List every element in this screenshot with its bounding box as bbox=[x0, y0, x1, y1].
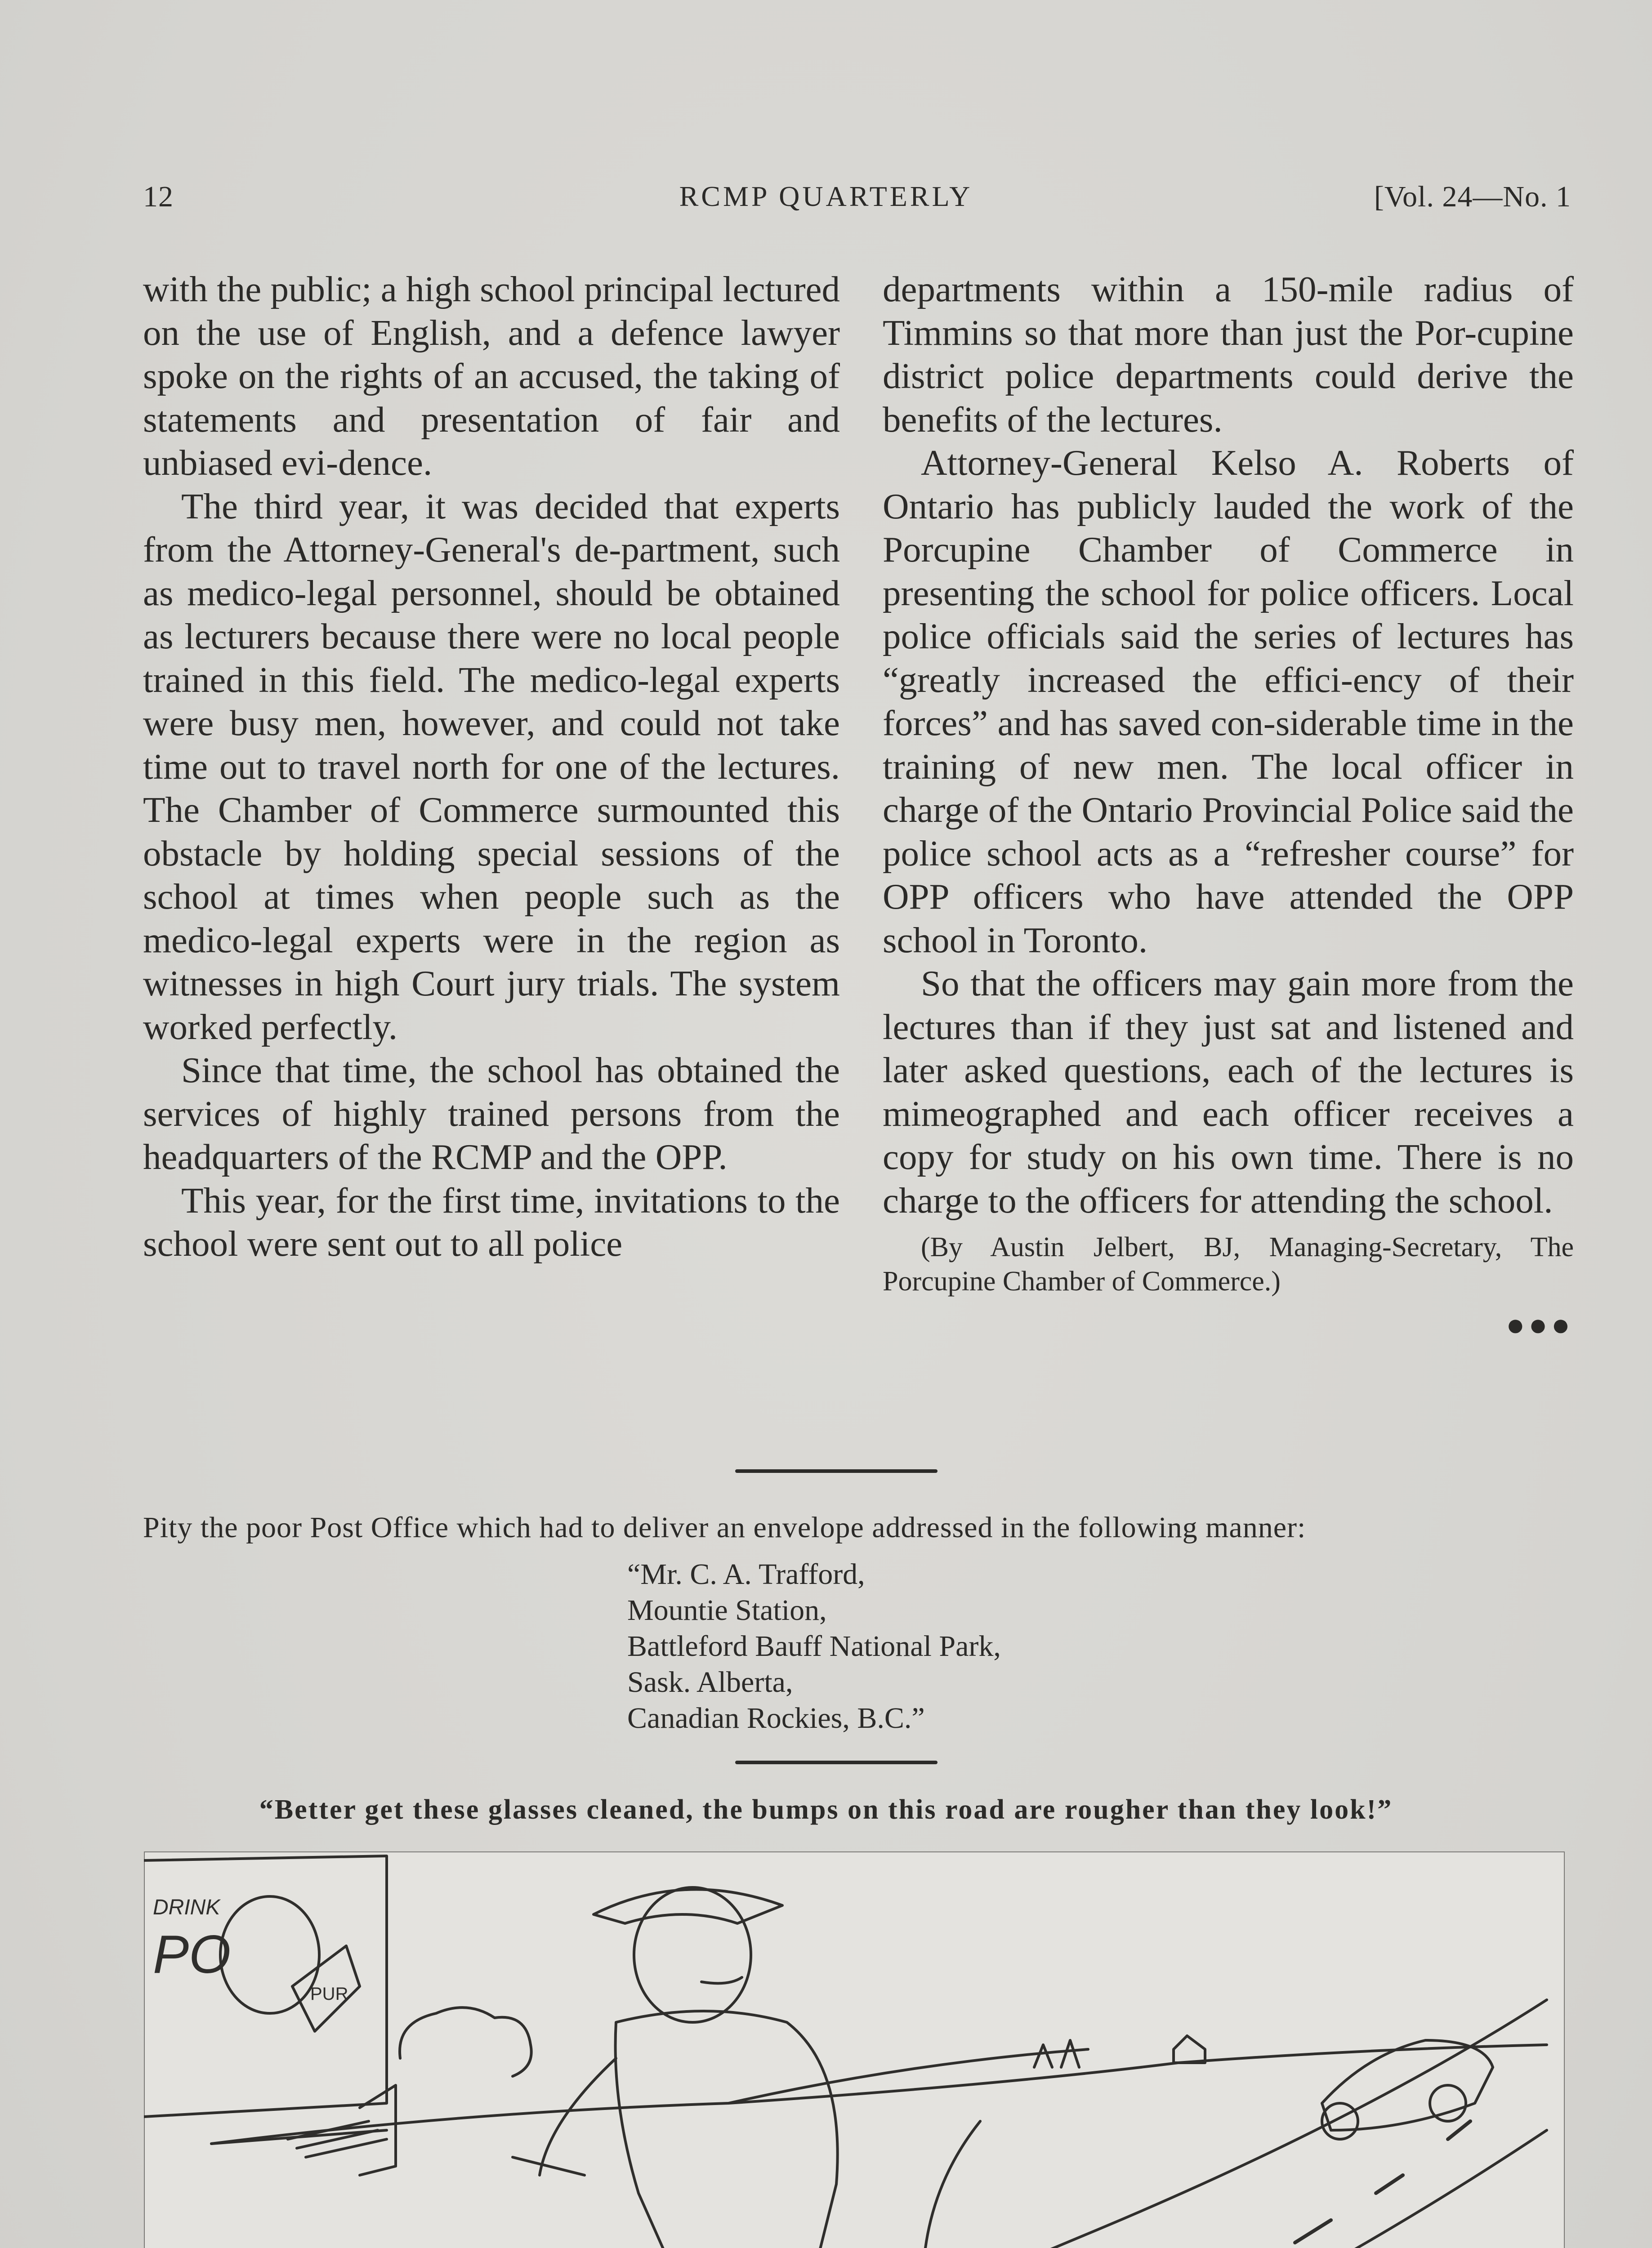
page-number: 12 bbox=[143, 180, 174, 213]
billboard-text-top: DRINK bbox=[153, 1896, 220, 1919]
paragraph: Since that time, the school has obtained the services of highly trained persons from the headquarters of the RCMP and the OPP. bbox=[143, 1050, 840, 1177]
paragraph: Attorney-General Kelso A. Roberts of Ontario has publicly lauded the work of the Porcupine Chamber of Commerce in presenting the school for police officers. Local police officials said the series of lectures has “greatly increased the effici-ency of their forces” and has saved con-siderable time in the training of new men. The local officer in charge of the Ontario Provincial Police said the police school acts as a “refresher course” for OPP officers who have attended the OPP school in Toronto. bbox=[883, 442, 1574, 960]
running-title: RCMP QUARTERLY bbox=[679, 180, 973, 212]
filler-intro: Pity the poor Post Office which had to deliver an envelope addressed in the following manner: bbox=[143, 1511, 1306, 1544]
envelope-address bbox=[627, 1557, 1001, 1736]
section-divider bbox=[735, 1761, 938, 1764]
cartoon-illustration bbox=[144, 1851, 1565, 2248]
bottle-label: PUR bbox=[310, 1984, 348, 2004]
paragraph: with the public; a high school principal lectured on the use of English, and a defence lawyer spoke on the rights of an accused, the taking of statements and presentation of fair and unbiased evi-dence. bbox=[143, 269, 840, 483]
billboard-text-big: PO bbox=[153, 1924, 231, 1985]
address-line: Battleford Bauff National Park, bbox=[627, 1630, 1001, 1663]
address-line: Canadian Rockies, B.C.” bbox=[627, 1702, 925, 1735]
volume-label: [Vol. 24—No. 1 bbox=[1374, 180, 1571, 213]
paragraph: departments within a 150-mile radius of Timmins so that more than just the Por-cupine district police departments could derive the benefits of the lectures. bbox=[883, 269, 1574, 440]
address-line: “Mr. C. A. Trafford, bbox=[627, 1558, 865, 1591]
cartoon-caption: “Better get these glasses cleaned, the bumps on this road are rougher than they look!” bbox=[259, 1794, 1393, 1825]
paragraph: The third year, it was decided that experts from the Attorney-General's de-partment, such as medico-legal personnel, should be obtained as lecturers because there were no local people trained in this field. The medico-legal experts were busy men, however, and could not take time out to travel north for one of the lectures. The Chamber of Commerce surmounted this obstacle by holding special sessions of the school at times when people such as the medico-legal experts were in the region as witnesses in high Court jury trials. The system worked perfectly. bbox=[143, 486, 840, 1047]
byline: (By Austin Jelbert, BJ, Managing-Secretary, The Porcupine Chamber of Commerce.) bbox=[883, 1232, 1574, 1297]
cartoon-drawing bbox=[144, 1851, 1565, 2248]
article-column-right bbox=[883, 268, 1574, 1347]
address-line: Mountie Station, bbox=[627, 1594, 827, 1627]
paragraph: So that the officers may gain more from the lectures than if they just sat and listened and later asked questions, each of the lectures is mimeographed and each officer receives a copy for study on his own time. There is no charge to the officers for attending the school. bbox=[883, 963, 1574, 1221]
address-line: Sask. Alberta, bbox=[627, 1666, 793, 1699]
end-of-article-mark: ●●● bbox=[1506, 1308, 1574, 1343]
paragraph: This year, for the first time, invitations to the school were sent out to all police bbox=[143, 1180, 840, 1264]
article-column-left bbox=[143, 268, 840, 1266]
section-divider bbox=[735, 1469, 938, 1473]
